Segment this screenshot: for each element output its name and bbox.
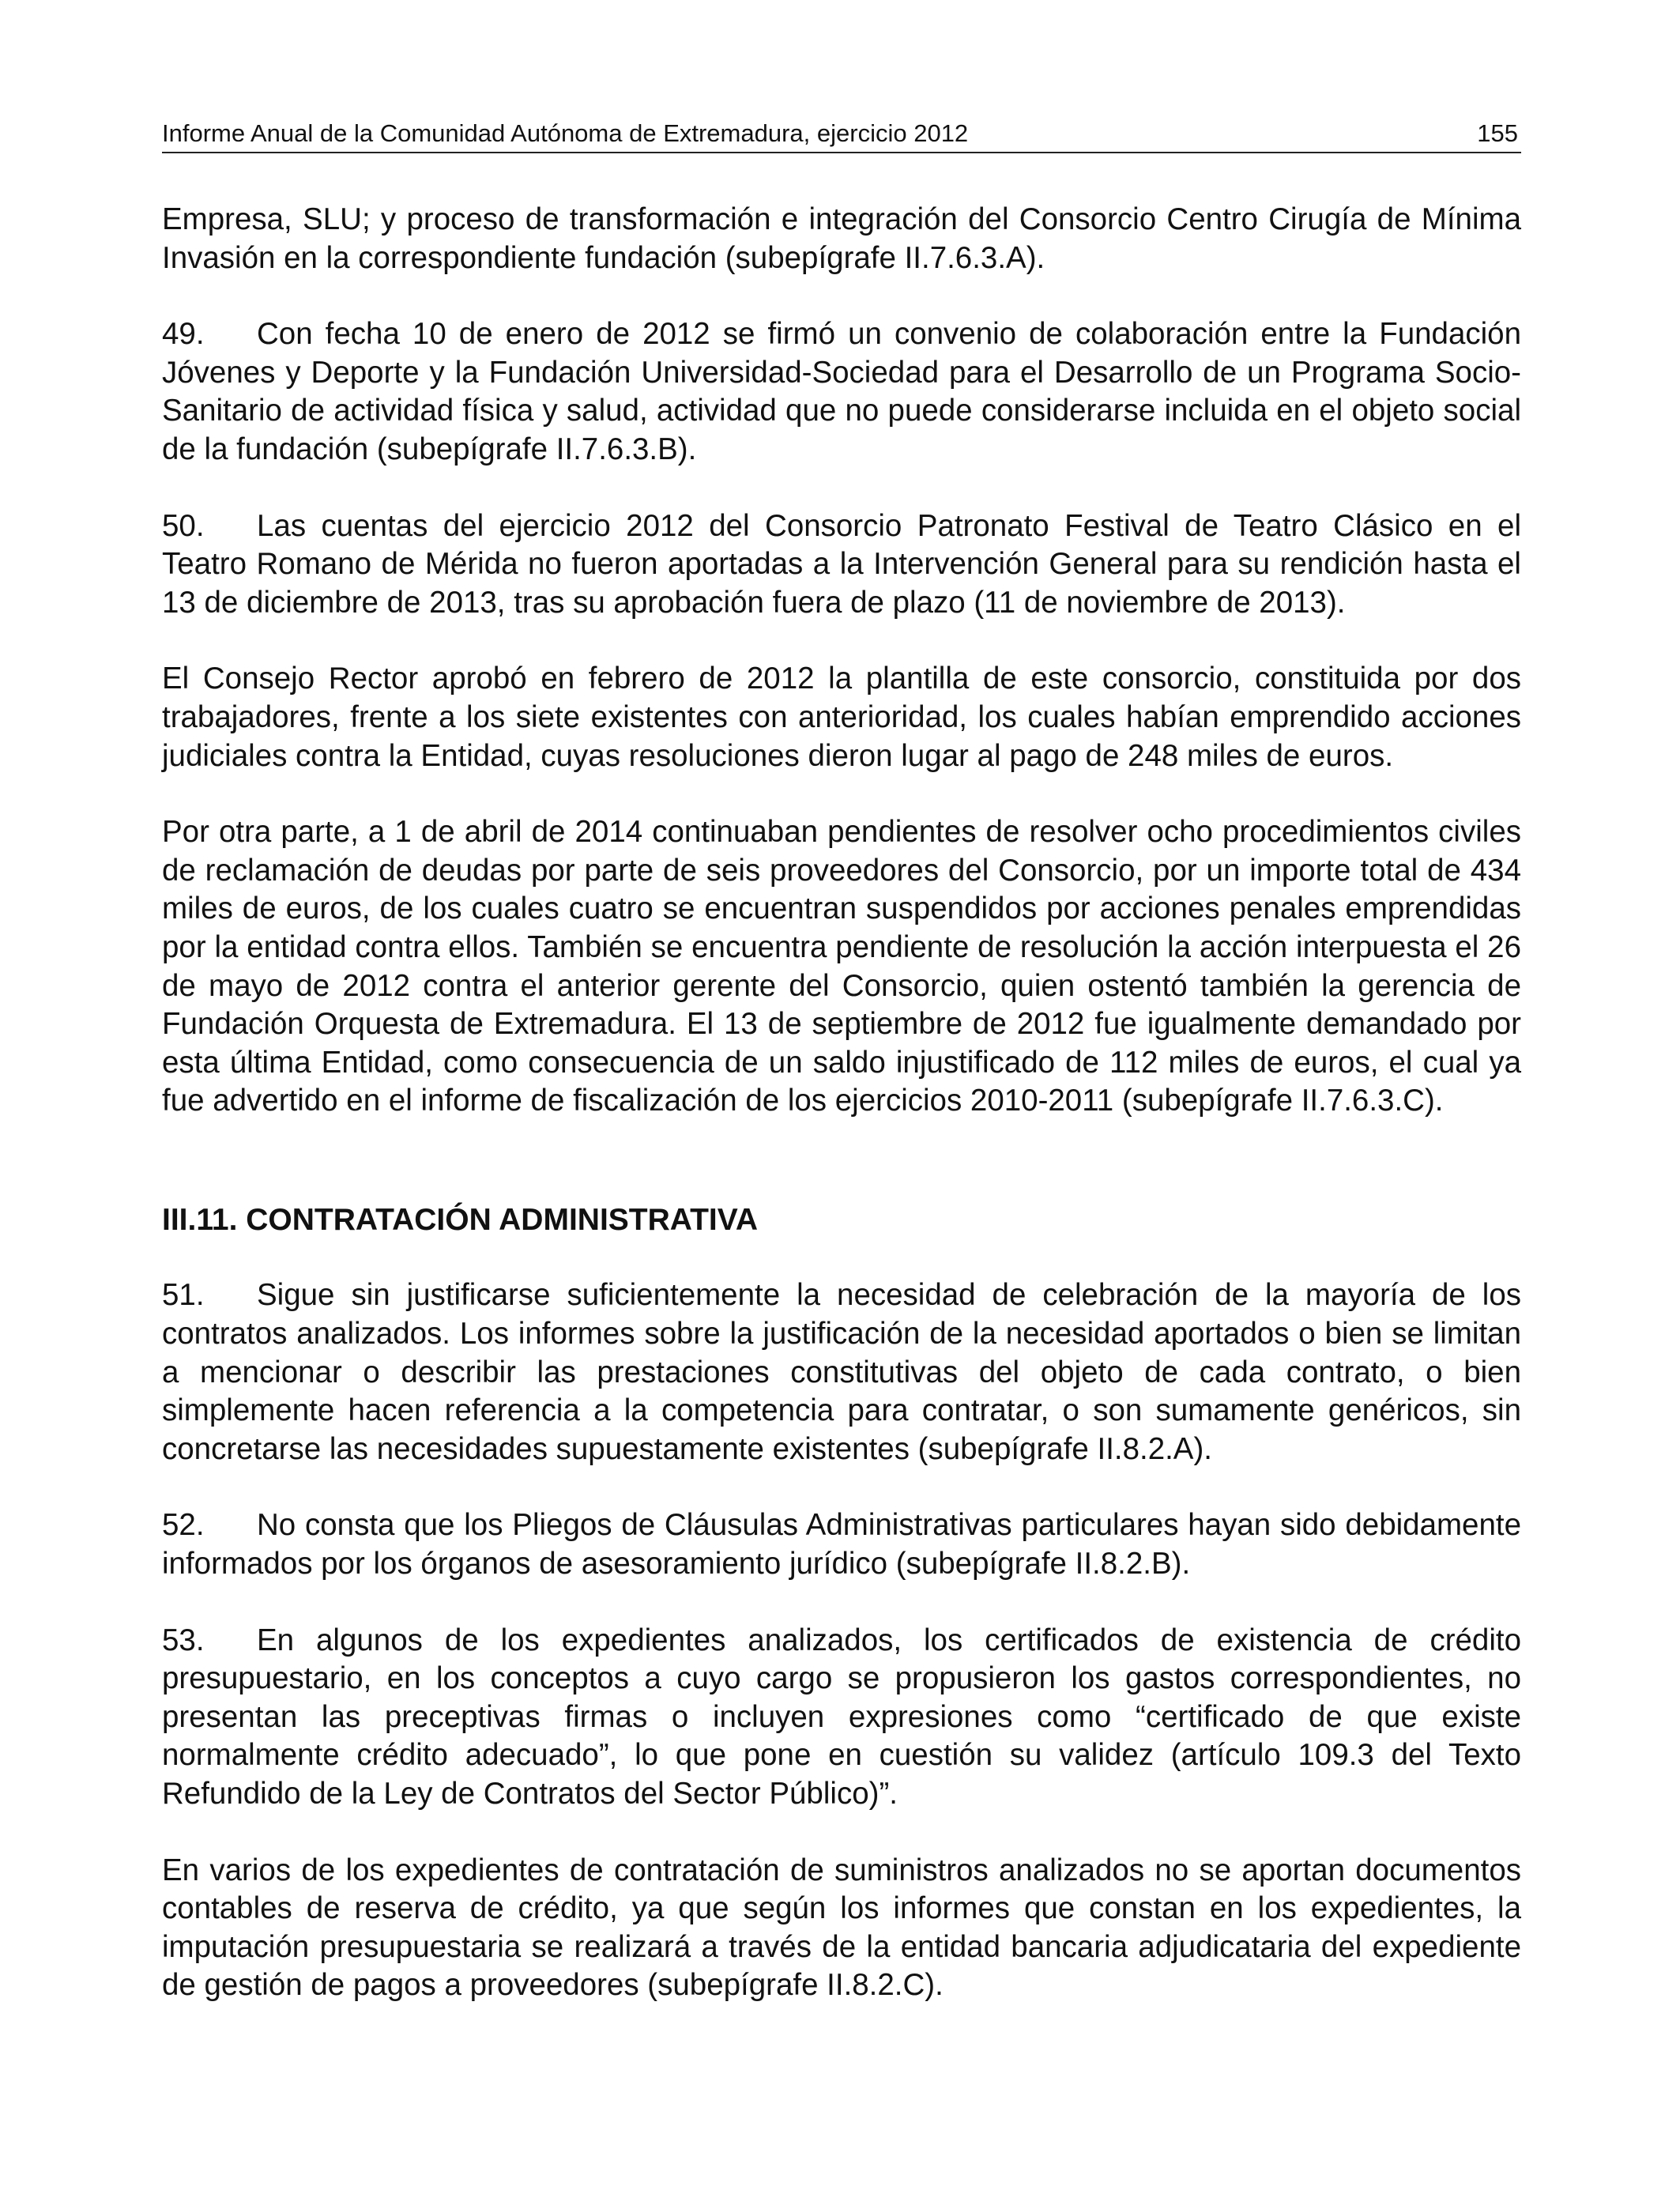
page-header — [162, 117, 1521, 153]
section-heading: III.11. CONTRATACIÓN ADMINISTRATIVA — [162, 1202, 759, 1237]
paragraph-number: 53. — [162, 1623, 205, 1657]
paragraph-number: 49. — [162, 317, 205, 352]
paragraph-52 — [162, 1506, 1521, 1583]
paragraph-number: 50. — [162, 508, 205, 543]
paragraph-50 — [162, 507, 1521, 623]
paragraph-text: El Consejo Rector aprobó en febrero de 2012 la plantilla de este consorcio, constituida por dos trabajadores, frente a los siete existentes con anterioridad, los cuales habían emprendido acciones judiciales contra la Entidad, cuyas resoluciones dieron lugar al pago de 248 miles de euros. — [162, 662, 1521, 773]
paragraph-51 — [162, 1276, 1521, 1468]
paragraph-49 — [162, 315, 1521, 469]
paragraph-53-suministros — [162, 1852, 1521, 2005]
paragraph-number: 51. — [162, 1278, 205, 1313]
paragraph-text: Con fecha 10 de enero de 2012 se firmó un convenio de colaboración entre la Fundación Jóvenes y Deporte y la Fundación Universidad-Sociedad para el Desarrollo de un Programa Socio-Sanitario de actividad física y salud, actividad que no puede considerarse incluida en el objeto social de la fundación (subepígrafe II.7.6.3.B). — [162, 317, 1521, 466]
paragraph-53 — [162, 1622, 1521, 1814]
paragraph-text: En varios de los expedientes de contratación de suministros analizados no se aportan documentos contables de reserva de crédito, ya que según los informes que constan en los expedientes, la imputación presupuestaria se realizará a través de la entidad bancaria adjudicataria del expediente de gestión de pagos a proveedores (subepígrafe II.8.2.C). — [162, 1853, 1521, 2003]
page-number: 155 — [1477, 119, 1518, 147]
paragraph-text: No consta que los Pliegos de Cláusulas Administrativas particulares hayan sido debidamente informados por los órganos de asesoramiento jurídico (subepígrafe II.8.2.B). — [162, 1508, 1521, 1581]
paragraph-text: Las cuentas del ejercicio 2012 del Consorcio Patronato Festival de Teatro Clásico en el Teatro Romano de Mérida no fueron aportadas a la Intervención General para su rendición hasta el 13 de diciembre de 2013, tras su aprobación fuera de plazo (11 de noviembre de 2013). — [162, 508, 1521, 620]
paragraph-continuation — [162, 201, 1521, 277]
paragraph-text: Por otra parte, a 1 de abril de 2014 continuaban pendientes de resolver ocho procedimientos civiles de reclamación de deudas por parte de seis proveedores del Consorcio, por un importe total de 434 miles de euros, de los cuales cuatro se encuentran suspendidos por acciones penales emprendidas por la entidad contra ellos. También se encuentra pendiente de resolución la acción interpuesta el 26 de mayo de 2012 contra el anterior gerente del Consorcio, quien ostentó también la gerencia de Fundación Orquesta de Extremadura. El 13 de septiembre de 2012 fue igualmente demandado por esta última Entidad, como consecuencia de un saldo injustificado de 112 miles de euros, el cual ya fue advertido en el informe de fiscalización de los ejercicios 2010-2011 (subepígrafe II.7.6.3.C). — [162, 815, 1521, 1118]
paragraph-text: Sigue sin justificarse suficientemente la necesidad de celebración de la mayoría de los contratos analizados. Los informes sobre la justificación de la necesidad aportados o bien se limitan a mencionar o describir las prestaciones constitutivas del objeto de cada contrato, o bien simplemente hacen referencia a la competencia para contratar, o son sumamente genéricos, sin concretarse las necesidades supuestamente existentes (subepígrafe II.8.2.A). — [162, 1278, 1521, 1466]
document-body — [162, 201, 1521, 2043]
paragraph-50-procedimientos — [162, 813, 1521, 1121]
header-title: Informe Anual de la Comunidad Autónoma de Extremadura, ejercicio 2012 — [162, 119, 969, 147]
paragraph-text: En algunos de los expedientes analizados, los certificados de existencia de crédito presupuestario, en los conceptos a cuyo cargo se propusieron los gastos correspondientes, no presentan las preceptivas firmas o incluyen expresiones como “certificado de que existe normalmente crédito adecuado”, lo que pone en cuestión su validez (artículo 109.3 del Texto Refundido de la Ley de Contratos del Sector Público)”. — [162, 1623, 1521, 1811]
paragraph-number: 52. — [162, 1508, 205, 1543]
paragraph-text: Empresa, SLU; y proceso de transformación e integración del Consorcio Centro Cirugía de Mínima Invasión en la correspondiente fundación (subepígrafe II.7.6.3.A). — [162, 202, 1521, 275]
paragraph-50-consejo — [162, 660, 1521, 775]
